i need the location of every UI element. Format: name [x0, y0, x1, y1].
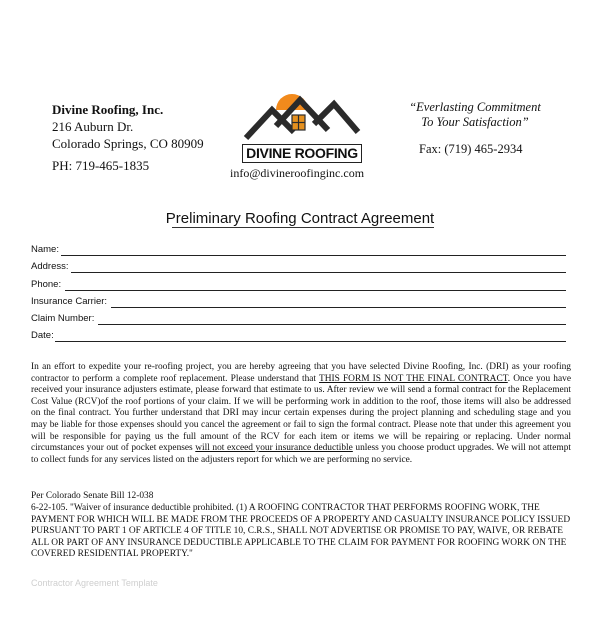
field-line[interactable] — [71, 272, 566, 273]
field-label: Address: — [31, 261, 69, 272]
watermark-text: Contractor Agreement Template — [31, 578, 158, 588]
field-line[interactable] — [65, 290, 566, 291]
company-tagline — [400, 100, 550, 130]
field-label: Phone: — [31, 279, 62, 290]
tagline-line-1: “Everlasting Commitment — [409, 100, 541, 114]
document-title: Preliminary Roofing Contract Agreement — [165, 210, 435, 227]
not-final-contract-notice: THIS FORM IS NOT THE FINAL CONTRACT — [319, 373, 508, 384]
deductible-notice: will not exceed your insurance deductible — [195, 443, 353, 454]
field-line[interactable] — [55, 341, 566, 342]
agreement-text-1: In an effort to expedite your re-roofing project, you are hereby agreeing that you have selected Divine Roofing, Inc. (DRI) as your roofing contractor to perform a complete roof replacement. Please understand that — [31, 362, 571, 384]
title-underline — [172, 227, 434, 228]
company-email[interactable]: info@divineroofinginc.com — [230, 166, 365, 180]
senate-bill-heading: Per Colorado Senate Bill 12-038 — [31, 491, 154, 501]
field-label: Name: — [31, 244, 59, 255]
statute-text: 6-22-105. "Waiver of insurance deductible prohibited. (1) A ROOFING CONTRACTOR THAT PERFORMS ROOFING WORK, THE PAYMENT FOR WHICH WILL BE MADE FROM THE PROCEEDS OF A PROPERTY AND CASUALTY INSURANCE POLICY ISSUED PURSUANT TO PART 1 OF ARTICLE 4 OF TITLE 10, C.R.S., SHALL NOT ADVERTISE OR PROMISE TO PAY, WAIVE, OR REBATE ALL OR PART OF ANY INSURANCE DEDUCTIBLE APPLICABLE TO THE CLAIM FOR PAYMENT FOR ROOFING WORK ON THE COVERED RESIDENTIAL PROPERTY." — [31, 503, 571, 560]
agreement-paragraph — [31, 362, 571, 466]
divine-roofing-logo — [232, 92, 372, 167]
company-city: Colorado Springs, CO 80909 — [52, 136, 204, 151]
field-line[interactable] — [111, 307, 566, 308]
tagline-line-2: To Your Satisfaction” — [421, 115, 529, 129]
company-address-block — [52, 101, 204, 152]
field-line[interactable] — [98, 324, 566, 325]
field-label: Date: — [31, 330, 54, 341]
agreement-text-2: . Once you have received your insurance adjusters estimate, please forward that estimate to us. After review we will send a formal contract for the Replacement Cost Value (RCV)of the roof portions of your claim. If we will be performing work in addition to the roof, those items will also be addressed on the final contract. You further understand that DRI may incur certain expenses during the project planning and scheduling stage and you may be liable for those expenses should you cancel the agreement or fail to sign the formal contract. Please note that under this agreement you will be responsible for paying us the full amount of the RCV for each item or items we will be repairing or replacing. Under normal circumstances your out of pocket expenses — [31, 373, 571, 454]
company-fax: Fax: (719) 465-2934 — [419, 142, 523, 156]
roof-logo-icon — [232, 92, 372, 147]
field-label: Insurance Carrier: — [31, 296, 108, 307]
logo-wordmark: DIVINE ROOFING — [242, 144, 362, 163]
company-phone: PH: 719-465-1835 — [52, 158, 150, 173]
agreement-text-3: unless you choose product upgrades. We will not attempt to collect funds for any services listed on the adjusters report for which we are performing no service. — [31, 443, 572, 465]
field-line[interactable] — [61, 255, 566, 256]
company-street: 216 Auburn Dr. — [52, 119, 134, 134]
field-label: Claim Number: — [31, 313, 95, 324]
company-name: Divine Roofing, Inc. — [52, 102, 164, 117]
